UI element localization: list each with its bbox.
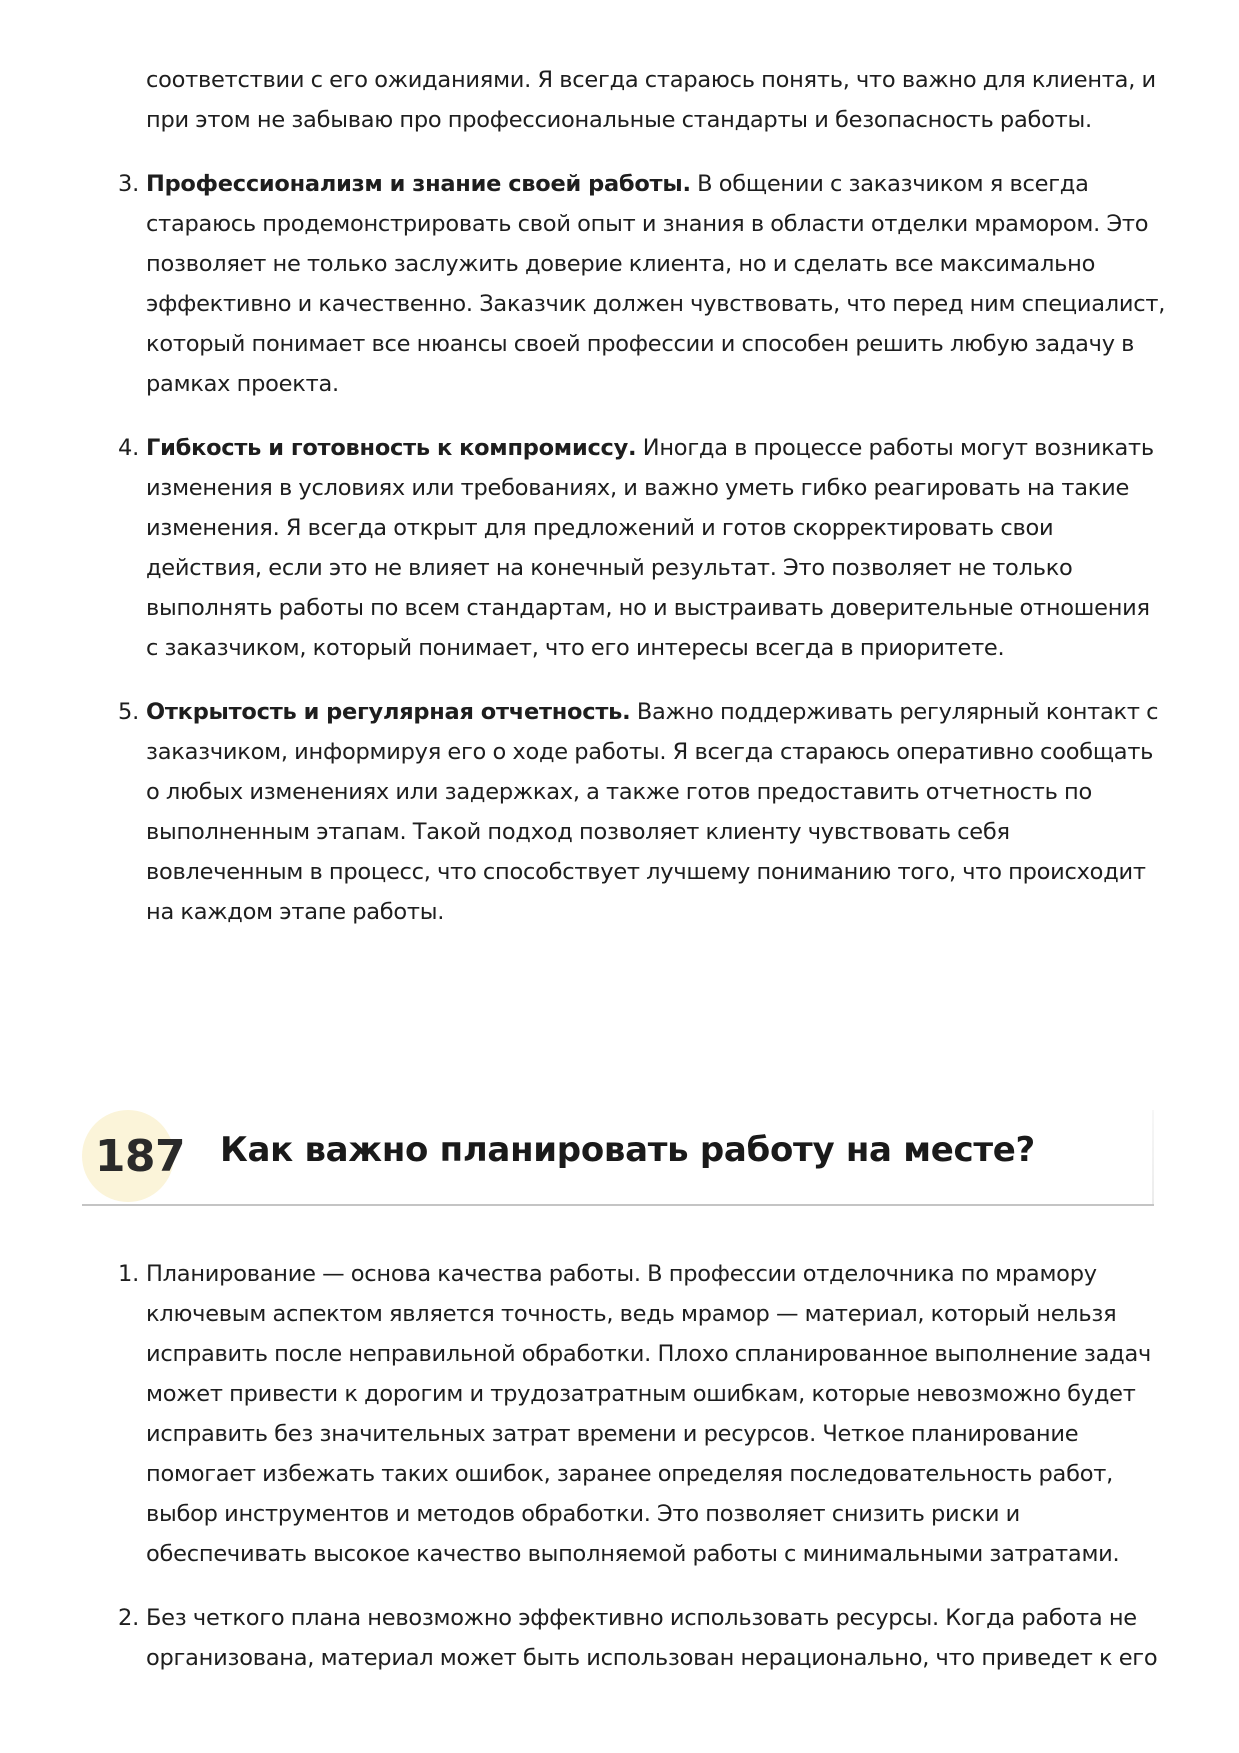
list-item (118, 164, 1168, 404)
section-number-badge (82, 1110, 186, 1202)
list-item-text: Важно поддерживать регулярный контакт с заказчиком, информируя его о ходе работы. Я всегда стараюсь оперативно сообщать о любых изменениях или задержках, а также готов предоставить отчетность по выполненным этапам. Такой подход позволяет клиенту чувствовать себя вовлеченным в процесс, что способствует лучшему пониманию того, что происходит на каждом этапе работы. (146, 699, 1159, 925)
bottom-numbered-list (118, 1254, 1168, 1702)
list-item (118, 1598, 1168, 1678)
list-item-number: 5. (118, 699, 139, 725)
list-item-number: 3. (118, 171, 139, 197)
section-number: 187 (94, 1130, 186, 1182)
header-edge-divider (1152, 1110, 1154, 1204)
list-item-text: Без четкого плана невозможно эффективно использовать ресурсы. Когда работа не организована, материал может быть использован нерационально, что приведет к его (146, 1605, 1158, 1671)
list-item-text: Иногда в процессе работы могут возникать изменения в условиях или требованиях, и важно уметь гибко реагировать на такие изменения. Я всегда открыт для предложений и готов скорректировать свои действия, если это не влияет на конечный результат. Это позволяет не только выполнять работы по всем стандартам, но и выстраивать доверительные отношения с заказчиком, который понимает, что его интересы всегда в приоритете. (146, 435, 1154, 661)
section-divider (82, 1204, 1154, 1206)
list-item-number: 1. (118, 1261, 139, 1287)
section-header (82, 1110, 1154, 1206)
section-title: Как важно планировать работу на месте? (220, 1130, 1035, 1170)
list-item (118, 428, 1168, 668)
list-item (118, 692, 1168, 932)
list-item-heading: Открытость и регулярная отчетность. (146, 699, 631, 725)
list-item-number: 4. (118, 435, 139, 461)
list-item-heading: Гибкость и готовность к компромиссу. (146, 435, 637, 461)
list-item (118, 1254, 1168, 1574)
list-item-text: соответствии с его ожиданиями. Я всегда стараюсь понять, что важно для клиента, и при этом не забываю про профессиональные стандарты и безопасность работы. (146, 67, 1156, 133)
top-numbered-list (118, 60, 1168, 956)
list-item-number: 2. (118, 1605, 139, 1631)
list-item-text: В общении с заказчиком я всегда стараюсь продемонстрировать свой опыт и знания в области отделки мрамором. Это позволяет не только заслужить доверие клиента, но и сделать все максимально эффективно и качественно. Заказчик должен чувствовать, что перед ним специалист, который понимает все нюансы своей профессии и способен решить любую задачу в рамках проекта. (146, 171, 1166, 397)
list-item-heading: Профессионализм и знание своей работы. (146, 171, 691, 197)
list-item-text: Планирование — основа качества работы. В профессии отделочника по мрамору ключевым аспектом является точность, ведь мрамор — материал, который нельзя исправить после неправильной обработки. Плохо спланированное выполнение задач может привести к дорогим и трудозатратным ошибкам, которые невозможно будет исправить без значительных затрат времени и ресурсов. Четкое планирование помогает избежать таких ошибок, заранее определяя последовательность работ, выбор инструментов и методов обработки. Это позволяет снизить риски и обеспечивать высокое качество выполняемой работы с минимальными затратами. (146, 1261, 1152, 1567)
list-item (118, 60, 1168, 140)
